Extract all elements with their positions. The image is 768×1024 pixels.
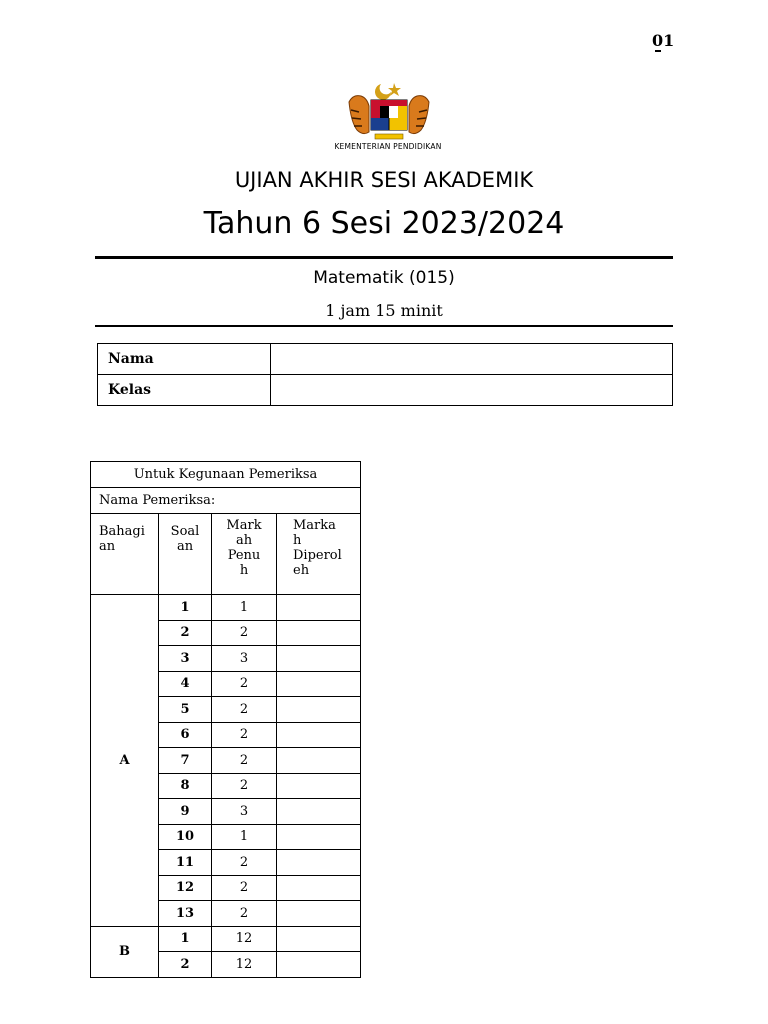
marks-obtained-cell[interactable] xyxy=(277,773,361,799)
subject-title: Matematik (015) xyxy=(313,268,455,288)
marks-obtained-cell[interactable] xyxy=(277,926,361,952)
column-header-question: Soal an xyxy=(159,514,212,595)
table-row xyxy=(91,926,361,952)
question-number: 6 xyxy=(159,722,212,748)
exam-duration: 1 jam 15 minit xyxy=(325,301,443,320)
question-number: 2 xyxy=(159,620,212,646)
table-row xyxy=(91,595,361,621)
full-marks: 2 xyxy=(212,620,277,646)
question-number: 3 xyxy=(159,646,212,672)
question-number: 4 xyxy=(159,671,212,697)
question-number: 5 xyxy=(159,697,212,723)
examiner-name-label[interactable]: Nama Pemeriksa: xyxy=(91,488,361,514)
exam-title: UJIAN AKHIR SESI AKADEMIK xyxy=(234,168,534,192)
session-title: Tahun 6 Sesi 2023/2024 xyxy=(203,206,565,241)
marks-obtained-cell[interactable] xyxy=(277,875,361,901)
full-marks: 2 xyxy=(212,671,277,697)
paper-code: 01 xyxy=(652,31,675,50)
marks-obtained-cell[interactable] xyxy=(277,850,361,876)
full-marks: 2 xyxy=(212,722,277,748)
name-field[interactable] xyxy=(271,344,673,375)
question-number: 9 xyxy=(159,799,212,825)
full-marks: 2 xyxy=(212,850,277,876)
examiner-table-title: Untuk Kegunaan Pemeriksa xyxy=(91,462,361,488)
examiner-table xyxy=(90,461,361,978)
question-number: 7 xyxy=(159,748,212,774)
examiner-name-row xyxy=(91,488,361,514)
full-marks: 1 xyxy=(212,824,277,850)
question-number: 10 xyxy=(159,824,212,850)
full-marks: 2 xyxy=(212,748,277,774)
marks-obtained-cell[interactable] xyxy=(277,620,361,646)
column-header-full-marks: Mark ah Penu h xyxy=(212,514,277,595)
column-header-section: Bahagi an xyxy=(91,514,159,595)
full-marks: 3 xyxy=(212,646,277,672)
question-number: 12 xyxy=(159,875,212,901)
marks-obtained-cell[interactable] xyxy=(277,671,361,697)
full-marks: 12 xyxy=(212,926,277,952)
examiner-table-title-row xyxy=(91,462,361,488)
question-number: 1 xyxy=(159,926,212,952)
question-number: 13 xyxy=(159,901,212,927)
logo-caption: KEMENTERIAN PENDIDIKAN xyxy=(334,142,442,151)
section-label: A xyxy=(91,595,159,927)
marks-obtained-cell[interactable] xyxy=(277,799,361,825)
student-class-row xyxy=(98,375,673,406)
student-name-row xyxy=(98,344,673,375)
crest-icon xyxy=(341,80,437,142)
student-info-table xyxy=(97,343,673,406)
full-marks: 2 xyxy=(212,697,277,723)
question-number: 8 xyxy=(159,773,212,799)
marks-obtained-cell[interactable] xyxy=(277,595,361,621)
marks-obtained-cell[interactable] xyxy=(277,697,361,723)
title-divider xyxy=(95,256,673,259)
full-marks: 2 xyxy=(212,901,277,927)
name-label: Nama xyxy=(98,344,271,375)
full-marks: 2 xyxy=(212,773,277,799)
column-header-marks-obtained: Marka h Diperol eh xyxy=(277,514,361,595)
marks-obtained-cell[interactable] xyxy=(277,646,361,672)
marks-obtained-cell[interactable] xyxy=(277,824,361,850)
subject-divider xyxy=(95,325,673,327)
marks-obtained-cell[interactable] xyxy=(277,952,361,978)
marks-obtained-cell[interactable] xyxy=(277,722,361,748)
full-marks: 1 xyxy=(212,595,277,621)
question-number: 2 xyxy=(159,952,212,978)
paper-code-mark xyxy=(655,50,661,52)
section-label: B xyxy=(91,926,159,977)
class-field[interactable] xyxy=(271,375,673,406)
full-marks: 3 xyxy=(212,799,277,825)
class-label: Kelas xyxy=(98,375,271,406)
column-header-row xyxy=(91,514,361,595)
marks-obtained-cell[interactable] xyxy=(277,748,361,774)
full-marks: 2 xyxy=(212,875,277,901)
question-number: 11 xyxy=(159,850,212,876)
question-number: 1 xyxy=(159,595,212,621)
full-marks: 12 xyxy=(212,952,277,978)
marks-obtained-cell[interactable] xyxy=(277,901,361,927)
